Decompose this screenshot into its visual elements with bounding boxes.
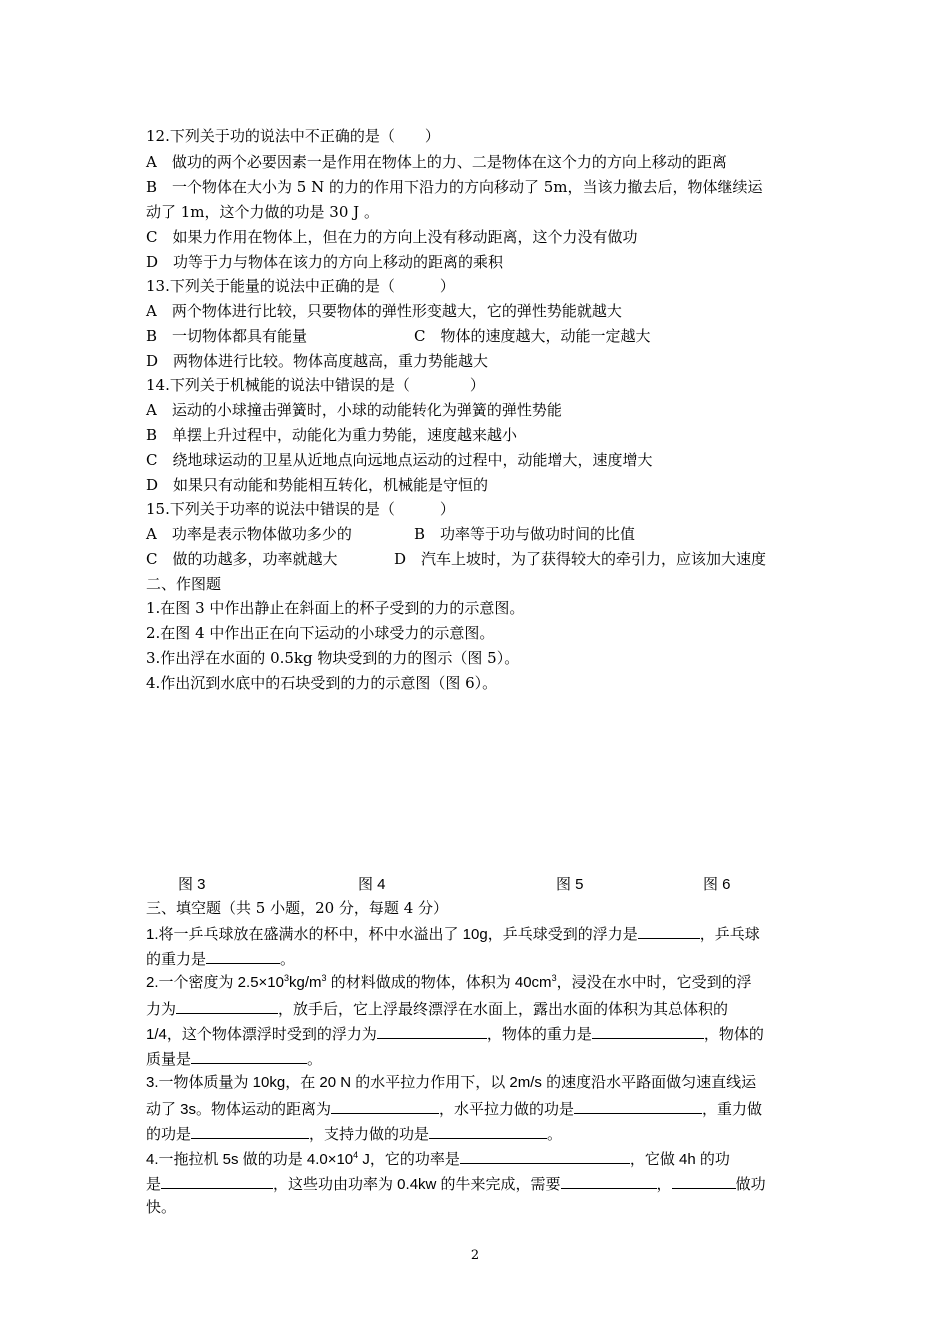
s3-q4-line1 (146, 1148, 816, 1170)
answer-blank[interactable] (176, 998, 278, 1014)
s3-q2-line3 (146, 1023, 816, 1045)
answer-blank[interactable] (592, 1023, 704, 1039)
q12-option-b-line1: B 一个物体在大小为 5 N 的力的作用下沿力的方向移动了 5m，当该力撤去后，物体继续运 (146, 178, 763, 196)
q15-option-d: D 汽车上坡时，为了获得较大的牵引力，应该加大速度 (394, 550, 767, 568)
q12-stem: 12.下列关于功的说法中不正确的是（ ） (146, 127, 440, 145)
section2-item: 2.在图 4 中作出正在向下运动的小球受力的示意图。 (146, 624, 495, 642)
s3-q2-text: 力为 (146, 1001, 177, 1018)
q14-option-c: C 绕地球运动的卫星从近地点向远地点运动的过程中，动能增大，速度增大 (146, 451, 653, 469)
answer-blank[interactable] (331, 1098, 439, 1114)
page-number: 2 (470, 1248, 480, 1263)
section2-item: 3.作出浮在水面的 0.5kg 物块受到的力的图示（图 5）。 (146, 649, 520, 667)
s3-q3-text: 的功是 (146, 1126, 192, 1143)
answer-blank[interactable] (561, 1173, 657, 1189)
s3-q4-text: J，它的功率是 (358, 1151, 460, 1168)
q14-option-d: D 如果只有动能和势能相互转化，机械能是守恒的 (146, 476, 489, 494)
q12-option-a: A 做功的两个必要因素一是作用在物体上的力、二是物体在这个力的方向上移动的距离 (146, 153, 727, 171)
s3-q3-line3 (146, 1123, 816, 1145)
superscript: 3 (321, 973, 327, 983)
s3-q1-text: 1.将一乒乓球放在盛满水的杯中，杯中水溢出了 10g，乒乓球受到的浮力是 (146, 926, 638, 943)
s3-q2-text: kg/m (289, 974, 322, 991)
s3-q3-text: ，水平拉力做的功是 (439, 1101, 575, 1118)
figure-5-label: 图 5 (556, 876, 584, 893)
s3-q4-text: ，这些功由功率为 0.4kw 的牛来完成，需要 (273, 1176, 561, 1193)
answer-blank[interactable] (191, 1123, 309, 1139)
q13-option-c: C 物体的速度越大，动能一定越大 (414, 327, 651, 345)
q15-options-cd (146, 549, 816, 569)
s3-q3-text: 。 (547, 1126, 563, 1143)
answer-blank[interactable] (191, 1048, 307, 1064)
q12-option-b-line2: 动了 1m，这个力做的功是 30 J 。 (146, 203, 379, 221)
figure-labels (0, 873, 950, 893)
figure-6-label: 图 6 (703, 876, 731, 893)
answer-blank[interactable] (638, 923, 700, 939)
s3-q4-text: ， (656, 1176, 672, 1193)
section2-title: 二、作图题 (146, 575, 222, 593)
answer-blank[interactable] (574, 1098, 702, 1114)
q13-option-d: D 两物体进行比较。物体高度越高，重力势能越大 (146, 352, 489, 370)
s3-q3-line1: 3.一物体质量为 10kg，在 20 N 的水平拉力作用下，以 2m/s 的速度沿水平路面做匀速直线运 (146, 1074, 757, 1091)
s3-q1-text: 的重力是 (146, 951, 207, 968)
s3-q2-text: ，物体的 (703, 1026, 764, 1043)
answer-blank[interactable] (377, 1023, 487, 1039)
s3-q2-text: 2.一个密度为 2.5×10 (146, 974, 284, 991)
q14-option-b: B 单摆上升过程中，动能化为重力势能，速度越来越小 (146, 426, 518, 444)
superscript: 3 (283, 973, 289, 983)
s3-q2-line2 (146, 998, 816, 1020)
section2-item: 1.在图 3 中作出静止在斜面上的杯子受到的力的示意图。 (146, 599, 525, 617)
s3-q3-text: 动了 3s。物体运动的距离为 (146, 1101, 332, 1118)
section3-title: 三、填空题（共 5 小题，20 分，每题 4 分） (146, 899, 449, 917)
answer-blank[interactable] (161, 1173, 273, 1189)
q14-stem: 14.下列关于机械能的说法中错误的是（ ） (146, 376, 485, 394)
s3-q1-text: ，乒乓球 (699, 926, 760, 943)
section2-item: 4.作出沉到水底中的石块受到的力的示意图（图 6）。 (146, 674, 498, 692)
s3-q2-line4 (146, 1048, 816, 1070)
s3-q2-text: 。 (307, 1051, 323, 1068)
s3-q2-text: ，浸没在水中时，它受到的浮 (556, 974, 752, 991)
figure-3-label: 图 3 (178, 876, 206, 893)
s3-q4-text: 做功 (735, 1176, 766, 1193)
s3-q2-text: 的材料做成的物体，体积为 40cm (326, 974, 552, 991)
s3-q2-line1 (146, 973, 816, 993)
superscript: 3 (551, 973, 557, 983)
s3-q2-text: ，物体的重力是 (486, 1026, 592, 1043)
q15-option-b: B 功率等于功与做功时间的比值 (414, 525, 636, 543)
q13-option-a: A 两个物体进行比较，只要物体的弹性形变越大，它的弹性势能就越大 (146, 302, 622, 320)
q15-options-ab (146, 524, 816, 544)
superscript: 4 (353, 1150, 359, 1160)
s3-q2-text: ，放手后，它上浮最终漂浮在水面上，露出水面的体积为其总体积的 (278, 1001, 729, 1018)
answer-blank[interactable] (429, 1123, 547, 1139)
s3-q4-text: ，它做 4h 的功 (629, 1151, 730, 1168)
q13-option-b: B 一切物体都具有能量 (146, 327, 308, 345)
s3-q1-text: 。 (280, 951, 296, 968)
s3-q1-line1 (146, 923, 816, 945)
s3-q3-text: ，重力做 (702, 1101, 763, 1118)
figure-4-label: 图 4 (358, 876, 386, 893)
q12-option-c: C 如果力作用在物体上，但在力的方向上没有移动距离，这个力没有做功 (146, 228, 638, 246)
s3-q3-text: ，支持力做的功是 (309, 1126, 430, 1143)
q13-stem: 13.下列关于能量的说法中正确的是（ ） (146, 277, 455, 295)
s3-q2-text: 1/4，这个物体漂浮时受到的浮力为 (146, 1026, 377, 1043)
s3-q4-text: 是 (146, 1176, 162, 1193)
q13-options-bc (146, 326, 816, 346)
s3-q2-text: 质量是 (146, 1051, 192, 1068)
q15-stem: 15.下列关于功率的说法中错误的是（ ） (146, 500, 455, 518)
q14-option-a: A 运动的小球撞击弹簧时，小球的动能转化为弹簧的弹性势能 (146, 401, 562, 419)
q15-option-a: A 功率是表示物体做功多少的 (146, 525, 352, 543)
q12-option-d: D 功等于力与物体在该力的方向上移动的距离的乘积 (146, 253, 504, 271)
answer-blank[interactable] (460, 1148, 630, 1164)
q15-option-c: C 做的功越多，功率就越大 (146, 550, 338, 568)
s3-q3-line2 (146, 1098, 816, 1120)
s3-q1-line2 (146, 948, 816, 970)
s3-q4-text: 4.一拖拉机 5s 做的功是 4.0×10 (146, 1151, 354, 1168)
s3-q4-line2 (146, 1173, 816, 1195)
answer-blank[interactable] (672, 1173, 736, 1189)
answer-blank[interactable] (206, 948, 280, 964)
s3-q4-line3: 快。 (146, 1199, 177, 1216)
